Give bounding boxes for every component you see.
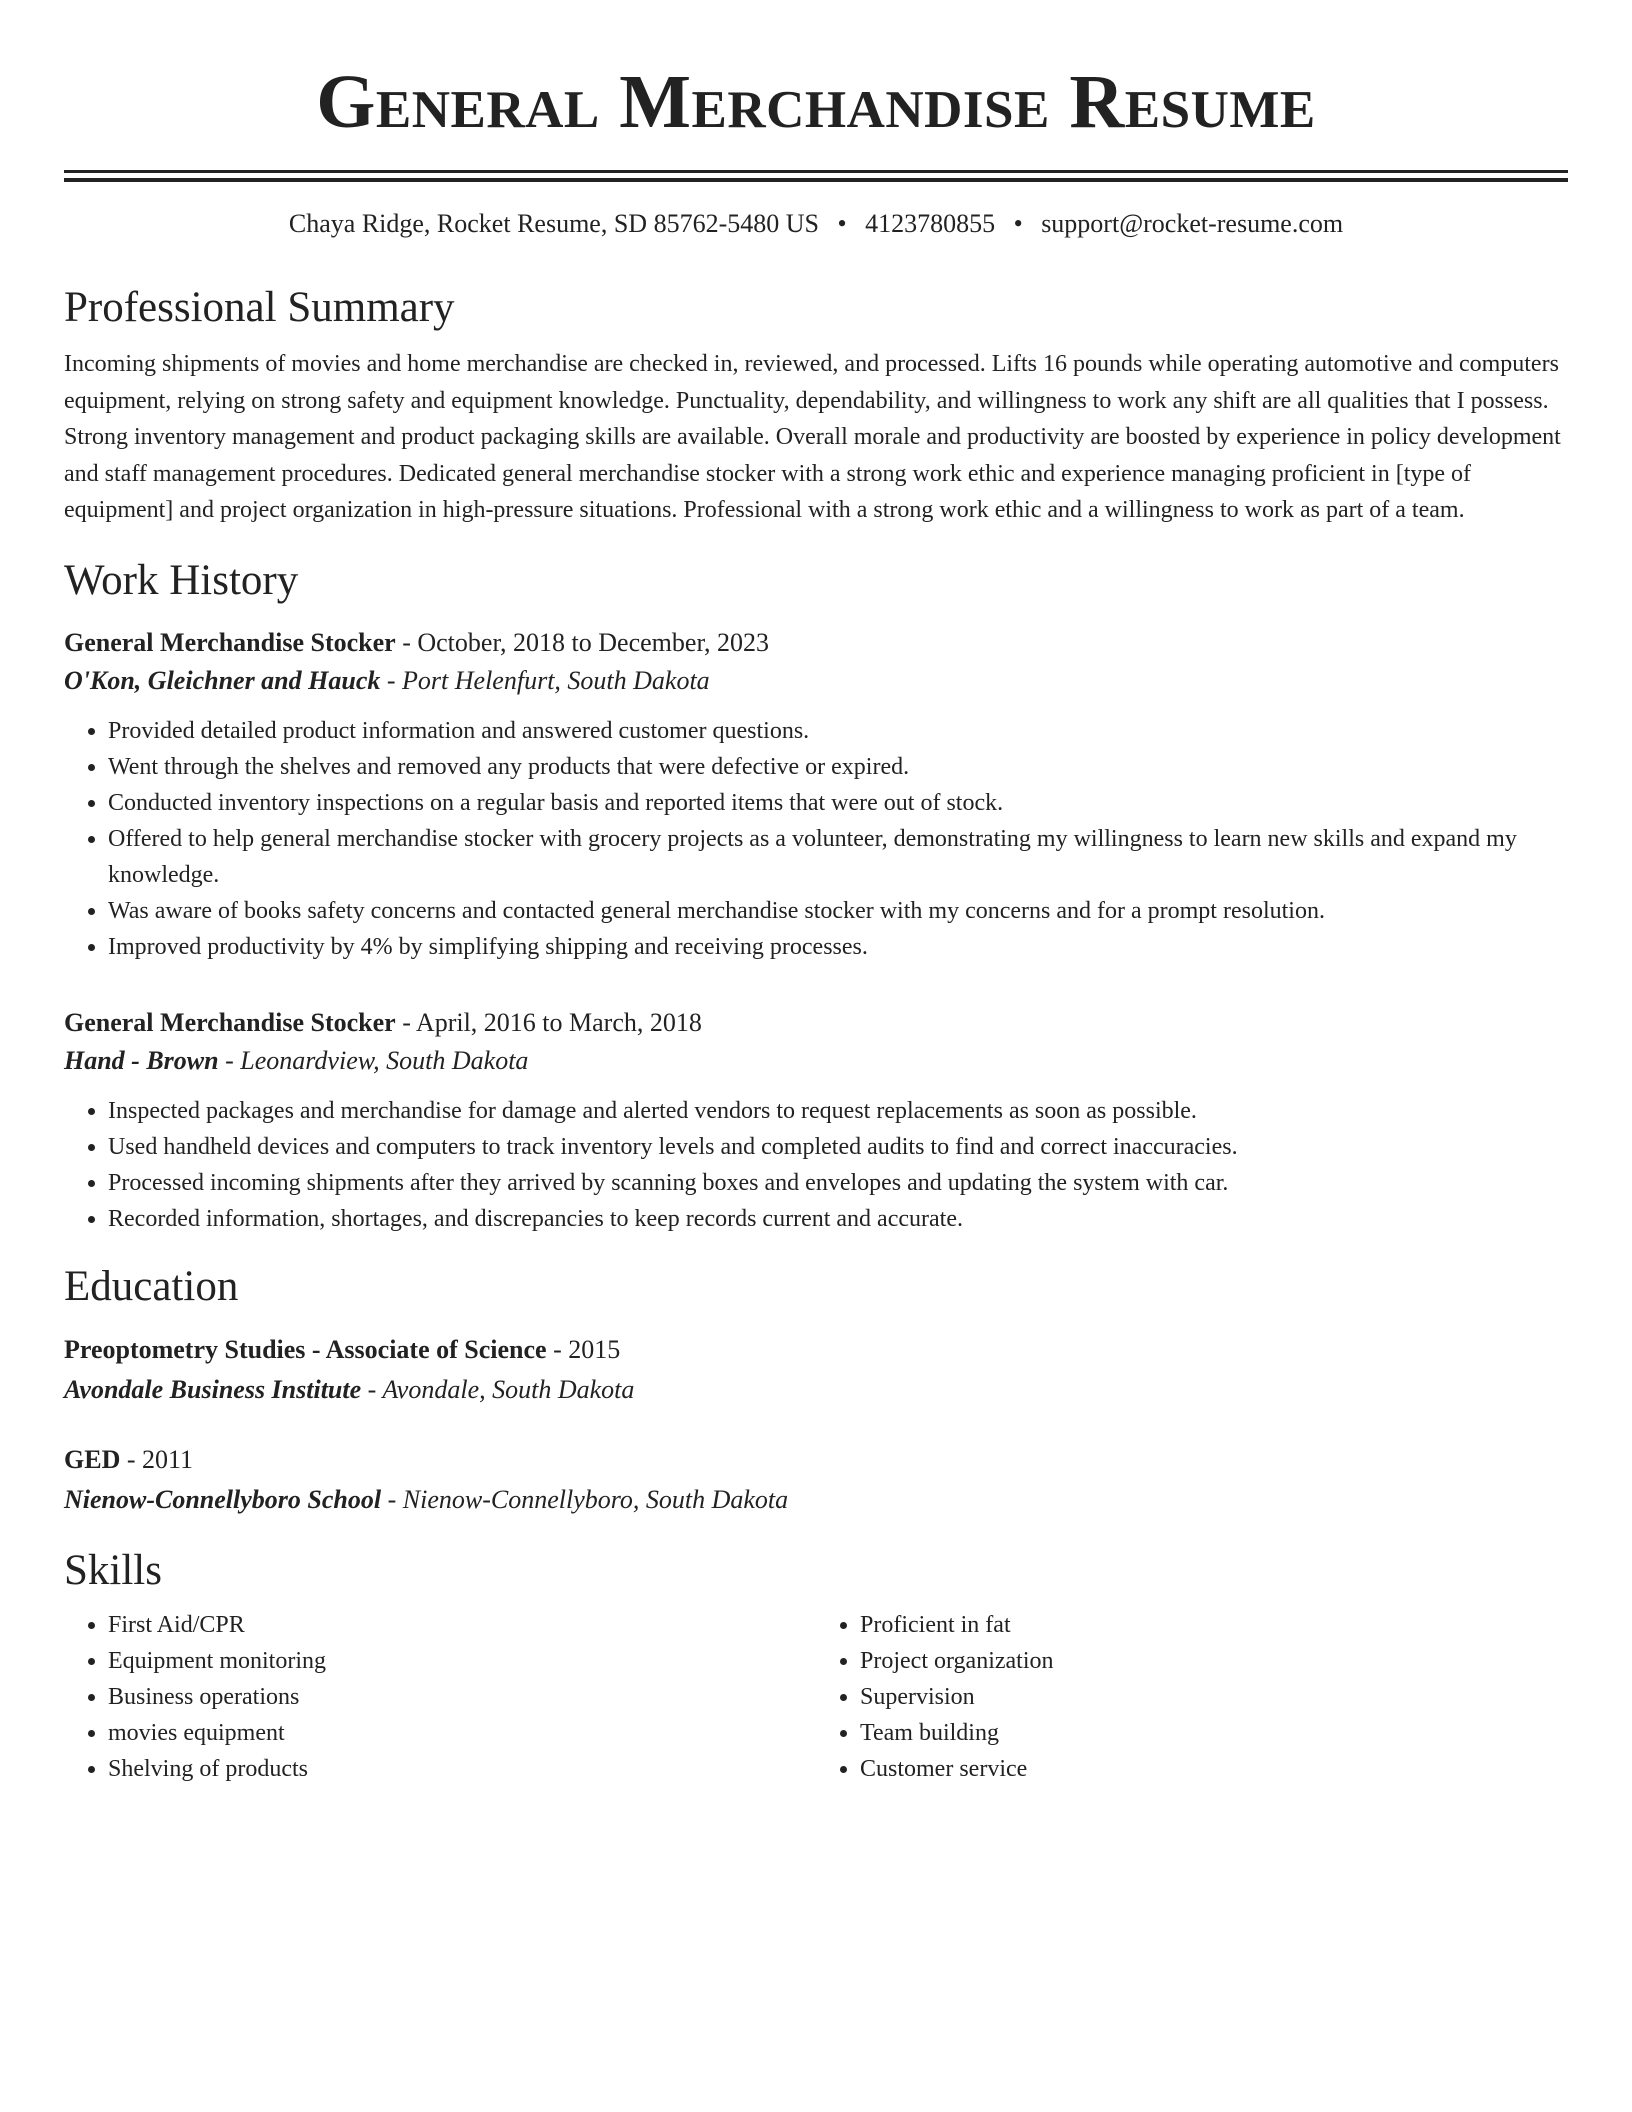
school-line [64,1369,1568,1411]
job-title-line [64,625,1568,661]
contact-address: Chaya Ridge, Rocket Resume, SD 85762-5480 US [288,209,819,238]
job-title: General Merchandise Stocker [64,627,396,657]
school-name: Avondale Business Institute [64,1374,362,1404]
title-divider [64,170,1568,173]
job-company: Hand - Brown [64,1045,219,1075]
list-item: • Was aware of books safety concerns and contacted general merchandise stocker with my concerns and for a prompt resolution. [108,893,1568,929]
skills-list-left [64,1607,816,1787]
school-line [64,1479,1568,1521]
job-entry [64,625,1568,965]
contact-email: support@rocket-resume.com [1041,209,1344,238]
degree-line [64,1331,1568,1369]
job-company-line [64,661,1568,701]
list-item: • Conducted inventory inspections on a regular basis and reported items that were out of stock. [108,785,1568,821]
resume-title: General Merchandise Resume [316,60,1316,144]
skill-item: • Team building [860,1715,1568,1751]
skill-item: • Project organization [860,1643,1568,1679]
job-location: Leonardview, South Dakota [240,1045,529,1075]
education-heading: Education [64,1262,239,1310]
skills-heading: Skills [64,1546,162,1594]
skill-item: • Business operations [108,1679,816,1715]
list-item: • Went through the shelves and removed any products that were defective or expired. [108,749,1568,785]
school-name: Nienow-Connellyboro School [64,1484,382,1514]
degree-year: 2011 [142,1444,194,1474]
skills-list-right [816,1607,1568,1787]
skill-item: • Equipment monitoring [108,1643,816,1679]
education-entry [64,1331,1568,1411]
contact-separator: • [1013,209,1023,238]
skills-columns [64,1607,1568,1787]
dash: - [546,1334,569,1364]
skill-item: • movies equipment [108,1715,816,1751]
job-bullets [64,713,1568,965]
school-location: Avondale, South Dakota [382,1374,635,1404]
list-item: • Improved productivity by 4% by simplifying shipping and receiving processes. [108,929,1568,965]
list-item: • Processed incoming shipments after they arrived by scanning boxes and envelopes and updating the system with car. [108,1165,1568,1201]
dash: - [120,1444,143,1474]
contact-separator: • [837,209,847,238]
degree: Preoptometry Studies - Associate of Science [64,1334,547,1364]
list-item: • Provided detailed product information and answered customer questions. [108,713,1568,749]
list-item: • Recorded information, shortages, and discrepancies to keep records current and accurate. [108,1201,1568,1237]
degree: GED [64,1444,121,1474]
school-location: Nienow-Connellyboro, South Dakota [402,1484,789,1514]
job-dates: October, 2018 to December, 2023 [417,627,770,657]
degree-year: 2015 [568,1334,621,1364]
skill-item: • Shelving of products [108,1751,816,1787]
degree-line [64,1441,1568,1479]
list-item: • Used handheld devices and computers to track inventory levels and completed audits to find and correct inaccuracies. [108,1129,1568,1165]
dash: - [218,1045,241,1075]
job-company: O'Kon, Gleichner and Hauck [64,665,381,695]
skill-item: • Customer service [860,1751,1568,1787]
skill-item: • Proficient in fat [860,1607,1568,1643]
contact-line [64,208,1568,240]
dash: - [381,1484,403,1514]
summary-heading: Professional Summary [64,284,455,331]
job-location: Port Helenfurt, South Dakota [402,665,710,695]
dash: - [395,1007,416,1037]
skill-item: • Supervision [860,1679,1568,1715]
job-company-line [64,1041,1568,1081]
contact-phone: 4123780855 [865,209,996,238]
job-title: General Merchandise Stocker [64,1007,396,1037]
job-dates: April, 2016 to March, 2018 [415,1007,702,1037]
work-history-heading: Work History [64,556,299,604]
dash: - [361,1374,383,1404]
list-item: • Inspected packages and merchandise for damage and alerted vendors to request replacements as soon as possible. [108,1093,1568,1129]
job-bullets [64,1093,1568,1237]
education-entry [64,1441,1568,1521]
list-item: • Offered to help general merchandise stocker with grocery projects as a volunteer, demonstrating my willingness to learn new skills and expand my knowledge. [108,821,1568,893]
dash: - [395,627,418,657]
job-entry [64,1005,1568,1237]
summary-text: Incoming shipments of movies and home merchandise are checked in, reviewed, and processed. Lifts 16 pounds while operating automotive and computers equipment, relying on strong safety and equipment knowledge. Punctuality, dependability, and willingness to work any shift are all qualities that I possess. Strong inventory management and product packaging skills are available. Overall morale and productivity are boosted by experience in policy development and staff management procedures. Dedicated general merchandise stocker with a strong work ethic and experience managing proficient in [type of equipment] and project organization in high-pressure situations. Professional with a strong work ethic and a willingness to work as part of a team. [64,351,1561,523]
job-title-line [64,1005,1568,1041]
skill-item: • First Aid/CPR [108,1607,816,1643]
dash: - [380,665,403,695]
